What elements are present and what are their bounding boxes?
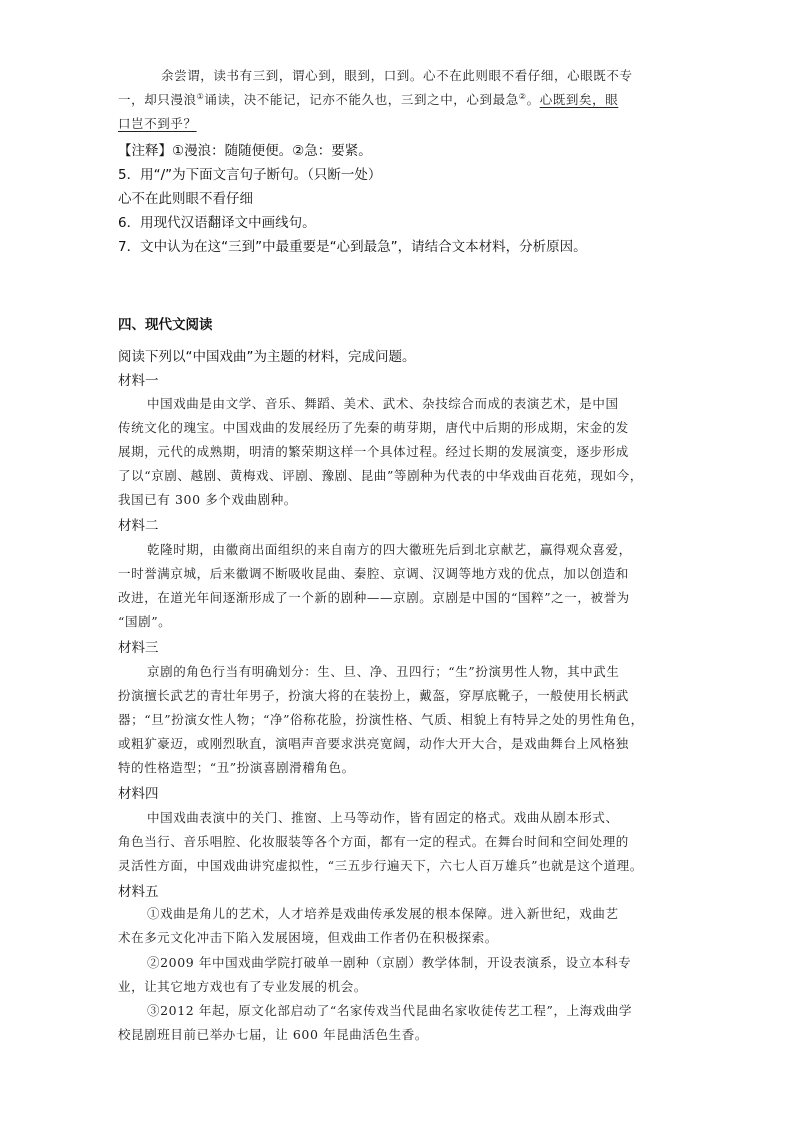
- material-5-label: 材料五: [118, 884, 159, 900]
- material-5-line: ①戏曲是角儿的艺术，人才培养是戏曲传承发展的根本保障。进入新世纪，戏曲艺: [147, 906, 619, 921]
- material-5-line: ②2009 年中国戏曲学院打破单一剧种（京剧）教学体制，开设表演系，设立本科专: [147, 955, 632, 970]
- underlined-sentence-part-1: 心既到矣，眼: [539, 92, 619, 107]
- material-3-line: 京剧的角色行当有明确划分：生、旦、净、丑四行；“生”扮演男性人物，其中武生: [147, 664, 620, 679]
- material-2-label: 材料二: [118, 518, 159, 534]
- material-1-line: 中国戏曲是由文学、音乐、舞蹈、美术、武术、杂技综合而成的表演艺术，是中国: [147, 396, 619, 411]
- material-3-line: 特的性格造型；“丑”扮演喜剧滑稽角色。: [118, 760, 355, 775]
- material-2-line: 乾隆时期，由徽商出面组织的来自南方的四大徽班先后到北京献艺，赢得观众喜爱，: [147, 542, 632, 557]
- material-4-line: 中国戏曲表演中的关门、推窗、上马等动作，皆有固定的格式。戏曲从剧本形式、: [147, 810, 619, 825]
- passage-line-2-part-b: 诵读，决不能记，记亦不能久也，三到之中，心到最急: [204, 92, 519, 107]
- material-4-label: 材料四: [118, 786, 159, 802]
- footnote-marker-2: ②: [518, 92, 527, 101]
- material-5-line: 术在多元文化冲击下陷入发展困境，但戏曲工作者仍在积极探索。: [118, 930, 498, 945]
- material-1-line: 我国已有 300 多个戏曲剧种。: [118, 492, 297, 507]
- passage-line-1: 余尝谓，读书有三到，谓心到，眼到，口到。心不在此则眼不看仔细，心眼既不专: [161, 68, 633, 83]
- material-5-line: 业，让其它地方戏也有了专业发展的机会。: [118, 979, 367, 994]
- material-2-line: 一时誉满京城，后来徽调不断吸收昆曲、秦腔、京调、汉调等地方戏的优点，加以创造和: [118, 566, 629, 581]
- material-1-line: 展期，元代的成熟期，明清的繁荣期这样一个具体过程。经过长期的发展演变，逐步形成: [118, 444, 629, 459]
- question-5-sentence: 心不在此则眼不看仔细: [118, 191, 253, 207]
- section-4-heading: 四、现代文阅读: [118, 317, 213, 333]
- material-3-line: 扮演擅长武艺的青壮年男子，扮演大将的在装扮上，戴盔，穿厚底靴子，一般使用长柄武: [118, 688, 629, 703]
- passage-line-2-part-a: 一，却只漫浪: [118, 92, 197, 107]
- underlined-sentence-part-2: 口岂不到乎？: [118, 116, 197, 131]
- material-2-line: 改进，在道光年间逐渐形成了一个新的剧种——京剧。京剧是中国的“国粹”之一，被誉为: [118, 590, 630, 605]
- material-4-line: 灵活性方面，中国戏曲讲究虚拟性，“三五步行遍天下，六七人百万雄兵”也就是这个道理。: [118, 858, 643, 873]
- annotation-notes: 【注释】①漫浪：随随便便。②急：要紧。: [118, 143, 372, 159]
- material-4-line: 角色当行、音乐唱腔、化妆服装等各个方面，都有一定的程式。在舞台时间和空间处理的: [118, 834, 629, 849]
- material-3-line: 或粗犷豪迈，或刚烈耿直，演唱声音要求洪亮宽阔，动作大开大合，是戏曲舞台上风格独: [118, 736, 629, 751]
- question-6: 6．用现代汉语翻译文中画线句。: [118, 215, 316, 231]
- footnote-marker-1: ①: [196, 92, 205, 101]
- passage-line-2-part-c: 。: [526, 92, 540, 107]
- material-1-line: 了以“京剧、越剧、黄梅戏、评剧、豫剧、昆曲”等剧种为代表的中华戏曲百花苑，现如今，: [118, 468, 643, 483]
- question-7: 7．文中认为在这“三到”中最重要是“心到最急”，请结合文本材料，分析原因。: [118, 239, 587, 255]
- material-1-label: 材料一: [118, 373, 159, 389]
- material-5-line: 校昆剧班目前已举办七届，让 600 年昆曲活色生香。: [118, 1027, 428, 1042]
- material-1-line: 传统文化的瑰宝。中国戏曲的发展经历了先秦的萌芽期，唐代中后期的形成期，宋金的发: [118, 420, 629, 435]
- passage-line-2: [118, 90, 618, 108]
- material-3-line: 器；“旦”扮演女性人物；“净”俗称花脸，扮演性格、气质、相貌上有特异之处的男性角色，: [118, 712, 644, 727]
- material-5-line: ③2012 年起，原文化部启动了“名家传戏当代昆曲名家收徒传艺工程”，上海戏曲学: [147, 1003, 633, 1018]
- section-4-intro: 阅读下列以“中国戏曲”为主题的材料，完成问题。: [118, 349, 416, 365]
- material-2-line: “国剧”。: [118, 614, 172, 629]
- question-5: 5．用“/”为下面文言句子断句。（只断一处）: [118, 167, 382, 183]
- material-3-label: 材料三: [118, 640, 159, 656]
